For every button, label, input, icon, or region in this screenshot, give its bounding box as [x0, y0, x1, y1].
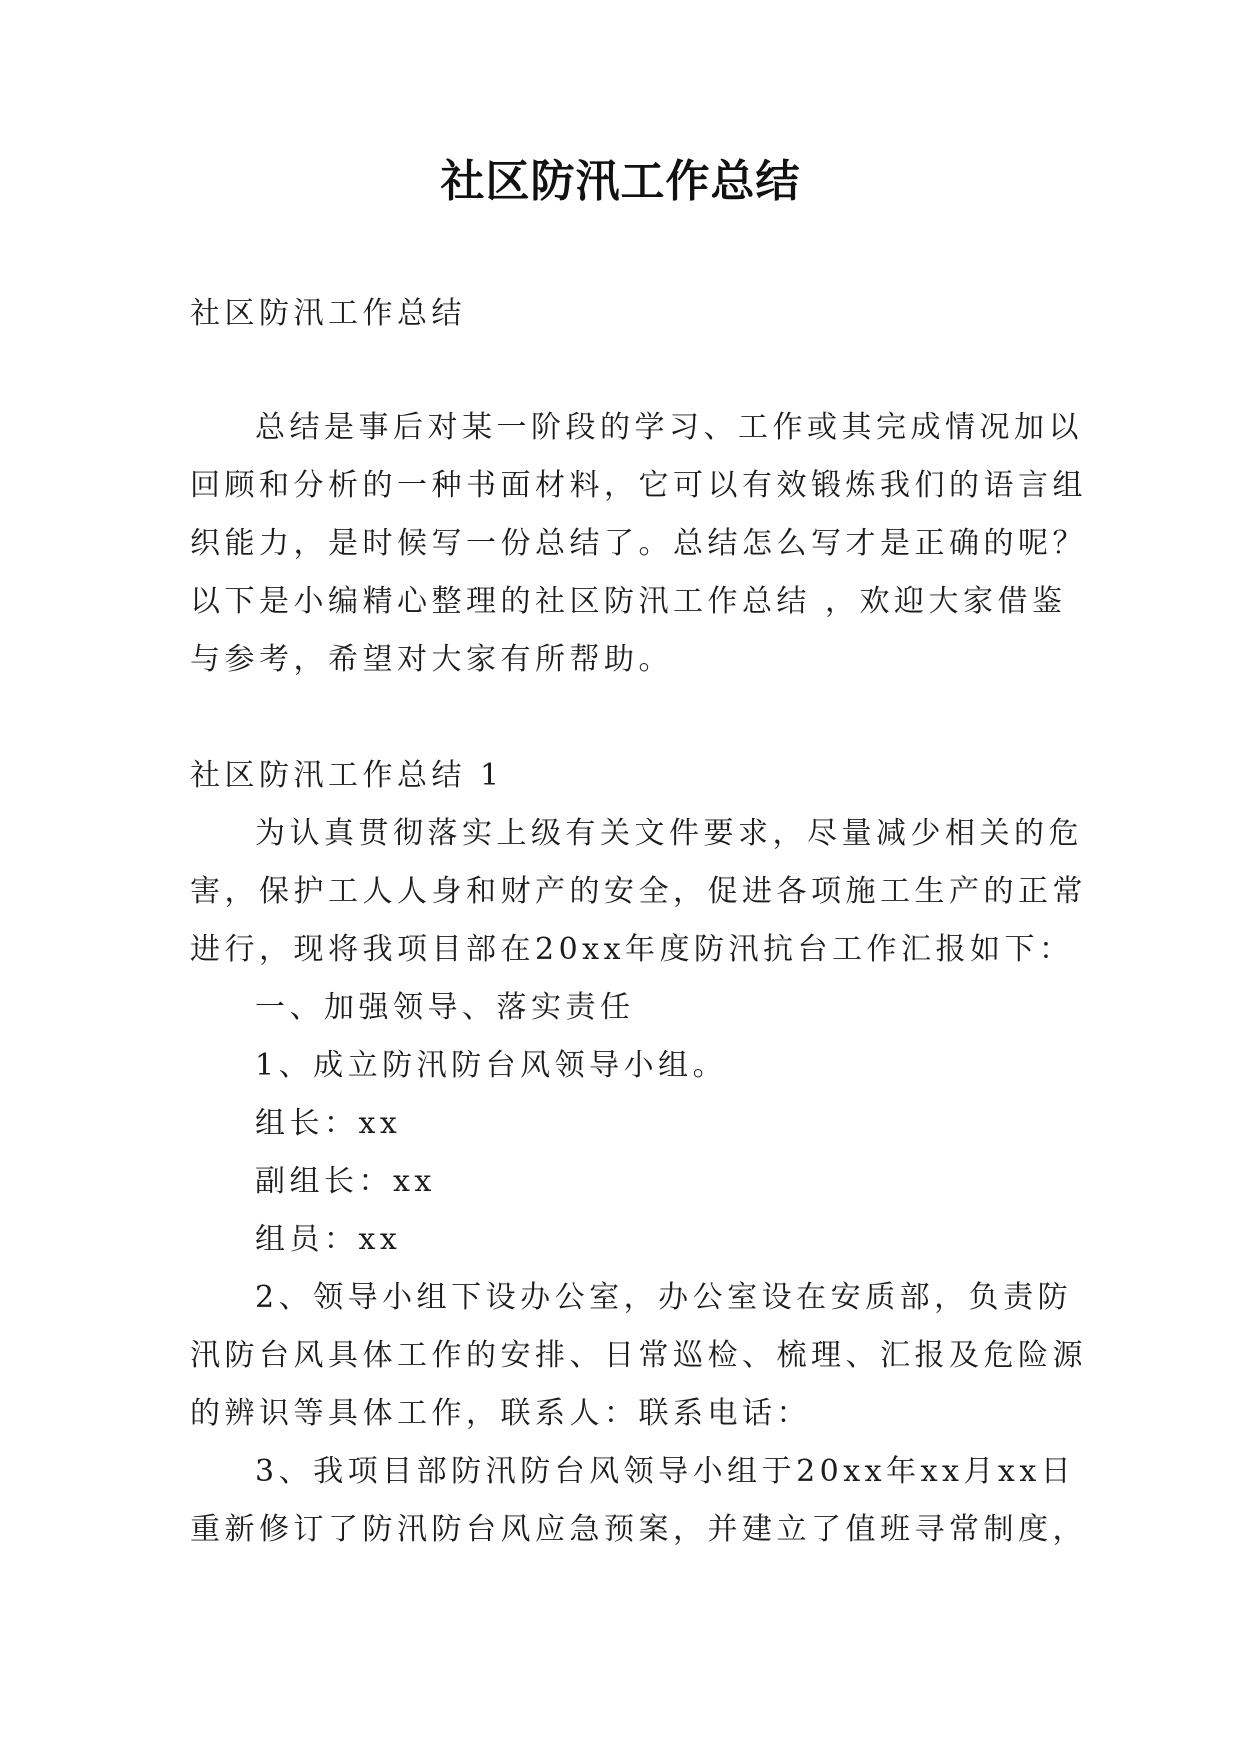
body-line: 1、成立防汛防台风领导小组。	[255, 1048, 728, 1083]
body-line: 2、领导小组下设办公室，办公室设在安质部，负责防	[255, 1280, 1073, 1315]
body-line: 的辨识等具体工作，联系人：联系电话：	[190, 1396, 811, 1431]
body-line: 组长：xx	[255, 1106, 402, 1141]
intro-line: 总结是事后对某一阶段的学习、工作或其完成情况加以	[255, 410, 1083, 445]
body-line: 组员：xx	[255, 1222, 402, 1257]
body-line: 重新修订了防汛防台风应急预案，并建立了值班寻常制度，	[190, 1512, 1087, 1547]
section-heading: 社区防汛工作总结 1	[190, 758, 504, 793]
body-line: 汛防台风具体工作的安排、日常巡检、梳理、汇报及危险源	[190, 1338, 1087, 1373]
body-line: 进行，现将我项目部在20xx年度防汛抗台工作汇报如下：	[190, 932, 1074, 967]
body-line: 一、加强领导、落实责任	[255, 990, 635, 1025]
intro-line: 回顾和分析的一种书面材料，它可以有效锻炼我们的语言组	[190, 468, 1087, 503]
body-line: 为认真贯彻落实上级有关文件要求，尽量减少相关的危	[255, 816, 1083, 851]
body-line: 害，保护工人人身和财产的安全，促进各项施工生产的正常	[190, 874, 1087, 909]
intro-line: 以下是小编精心整理的社区防汛工作总结 ，欢迎大家借鉴	[190, 584, 1067, 619]
intro-line: 织能力，是时候写一份总结了。总结怎么写才是正确的呢？	[190, 526, 1087, 561]
document-title: 社区防汛工作总结	[440, 156, 801, 207]
intro-line: 与参考，希望对大家有所帮助。	[190, 642, 673, 677]
body-line: 3、我项目部防汛防台风领导小组于20xx年xx月xx日	[255, 1454, 1076, 1489]
document-subtitle: 社区防汛工作总结	[190, 296, 466, 331]
body-line: 副组长：xx	[255, 1164, 436, 1199]
